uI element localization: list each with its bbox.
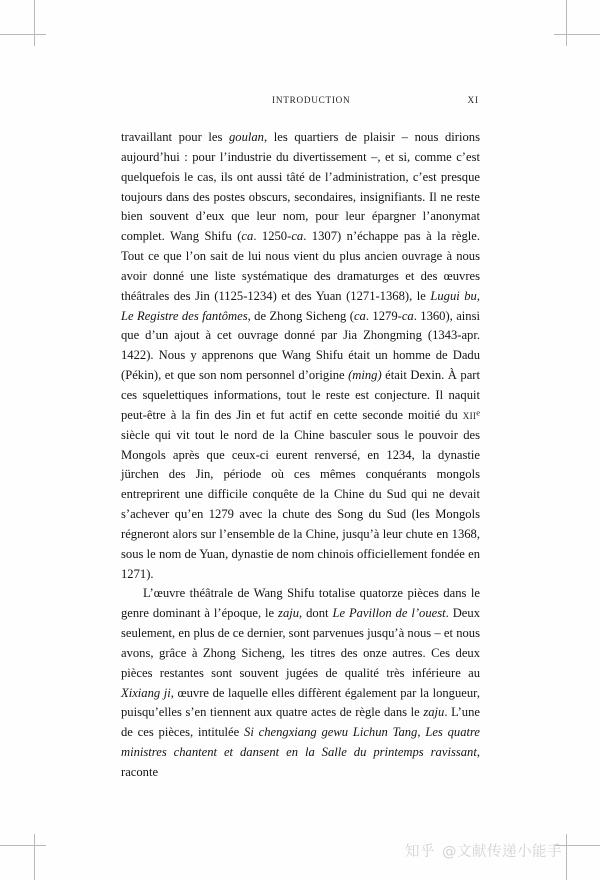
crop-mark-bottom-right-vertical bbox=[566, 834, 567, 880]
italic-title-le-registre-des-fantomes: Le Registre des fantômes bbox=[121, 308, 248, 323]
text-run: . 1307) n’échappe pas à la règle. Tout ce que l’on sait de lui nous vient du plus ancien ouvrage à nous avoir donné une liste systématique des dramaturges et des œuvres théâtrales des Jin (1125-1234) et des Yuan (1271-1368), le bbox=[121, 229, 481, 303]
crop-mark-top-right-horizontal bbox=[554, 34, 600, 35]
text-run: . 1279- bbox=[365, 308, 402, 323]
body-text-block bbox=[121, 128, 480, 783]
watermark bbox=[405, 840, 562, 861]
small-caps-century-numeral: xii bbox=[462, 407, 477, 422]
text-run: L’œuvre théâtrale de Wang Shifu totalise quatorze pièces dans le genre dominant à l’époque, le bbox=[121, 586, 480, 621]
italic-title-les-quatre-ministres: Les quatre ministres chantent et dansent en la Salle du printemps ravissant bbox=[121, 725, 481, 760]
text-run: siècle qui vit tout le nord de la Chine basculer sous le pouvoir des Mongols après que ceux-ci eurent renversé, en 1234, la dynastie jürchen des Jin, période où ces mêmes conquérants mongols entreprirent une difficile conquête de la Chine du Sud qui ne devait s’achever qu’en 1279 avec la chute des Song du Sud (les Mongols régneront alors sur l’ensemble de la Chine, jusqu’à leur chute en 1368, sous le nom de Yuan, dynastie de nom chinois officiellement fondée en 1271). bbox=[121, 427, 480, 581]
running-head bbox=[121, 95, 479, 105]
paragraph-continuation bbox=[121, 128, 480, 584]
paragraph-second bbox=[121, 584, 480, 782]
crop-mark-top-left-horizontal bbox=[0, 34, 46, 35]
crop-mark-bottom-left-horizontal bbox=[0, 845, 46, 846]
text-run: , de Zhong Sicheng ( bbox=[247, 308, 354, 323]
italic-title-le-pavillon-de-louest: Le Pavillon de l’ouest bbox=[332, 606, 446, 621]
running-head-title: INTRODUCTION bbox=[272, 95, 351, 105]
text-run: . Deux seulement, en plus de ce dernier, sont parvenues jusqu’à nous – et nous avons, grâce à Zhong Sicheng, les titres des onze autres. Ces deux pièces restantes sont souvent jugées de qualité très inférieure au bbox=[121, 606, 480, 680]
text-run: , les quartiers de plaisir – nous dirions aujourd’hui : pour l’industrie du divertissement –, et si, comme c’est quelquefois le cas, ils ont aussi tâté de l’administration, c’est presque toujours dans des postes obscurs, secondaires, insignifiants. Il ne reste bien souvent d’eux que leur nom, pour leur épargner l’anonymat complet. Wang Shifu ( bbox=[121, 130, 480, 244]
italic-term-zaju: zaju bbox=[278, 606, 300, 621]
text-run: . 1250- bbox=[253, 229, 292, 244]
crop-mark-top-right-vertical bbox=[566, 0, 567, 46]
text-run: , dont bbox=[299, 606, 333, 621]
italic-title-xixiang-ji: Xixiang ji bbox=[121, 685, 171, 700]
text-run: . L’une de ces pièces, intitulée bbox=[121, 705, 480, 740]
text-run: était Dexin. À part ces squelettiques informations, tout le reste est conjecture. Il naquit peut-être à la fin des Jin et fut actif en cette seconde moitié du bbox=[121, 368, 480, 422]
italic-term-ming: (ming) bbox=[348, 368, 382, 383]
italic-title-si-chengxiang-gewu-lichun-tang: Si chengxiang gewu Lichun Tang bbox=[244, 725, 418, 740]
text-run: . 1360), ainsi que d’un ajout à cet ouvrage donné par Jia Zhongming (1343-apr. 1422). Nous y apprenons que Wang Shifu était un homme de Dadu (Pékin), et que son nom personnel d’origine bbox=[121, 308, 480, 383]
text-run: travaillant pour les bbox=[121, 130, 229, 144]
italic-term-zaju: zaju bbox=[423, 705, 445, 720]
crop-mark-bottom-left-vertical bbox=[34, 834, 35, 880]
italic-ca: ca bbox=[291, 229, 304, 244]
text-run: , œuvre de laquelle elles diffèrent également par la longueur, puisqu’elles s’en tiennent aux quatre actes de règle dans le bbox=[121, 685, 480, 720]
ordinal-superscript: e bbox=[476, 407, 480, 418]
text-run: , bbox=[476, 288, 481, 303]
zhihu-logo-text: 知乎 bbox=[405, 844, 435, 860]
italic-ca: ca bbox=[401, 308, 414, 323]
italic-term-goulan: goulan bbox=[229, 130, 264, 144]
text-run: , raconte bbox=[121, 745, 480, 779]
italic-ca: ca bbox=[241, 229, 254, 244]
crop-mark-top-left-vertical bbox=[34, 0, 35, 46]
watermark-username: @文献传递小能手 bbox=[442, 844, 562, 860]
page-number: XI bbox=[467, 95, 479, 105]
italic-title-lugui-bu: Lugui bu bbox=[430, 288, 477, 303]
italic-ca: ca bbox=[353, 308, 366, 323]
text-run: , bbox=[417, 725, 426, 740]
